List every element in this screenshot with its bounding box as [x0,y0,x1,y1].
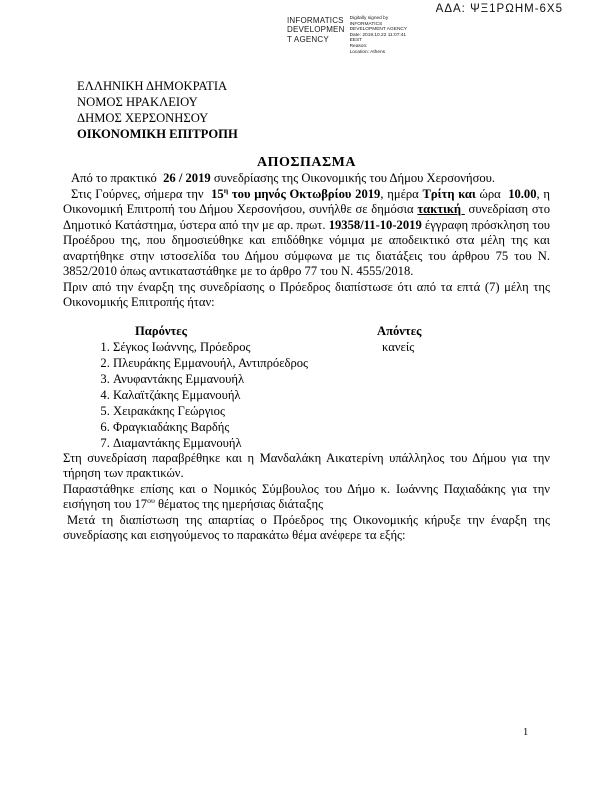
text-run: θέματος της ημερήσιας διάταξης [154,497,324,511]
page-number: 1 [523,727,529,738]
paragraph-secretary [63,451,550,482]
paragraph-session-opening [63,513,550,544]
present-member: 3. Ανυφαντάκης Εμμανουήλ [113,371,377,387]
present-column [63,323,377,451]
present-member: 1. Σέγκος Ιωάννης, Πρόεδρος [113,339,377,355]
absent-header: Απόντες [377,323,422,338]
stamp-signature-line: EEST [349,38,363,44]
present-member: 4. Καλαϊτζάκης Εμμανουήλ [113,387,377,403]
stamp-agency-name [287,16,345,44]
text-run: , η Οικονομική Επιτροπή του Δήμου Χερσονήσου, συνήλθε σε δημόσια [63,186,551,216]
stamp-agency-line: INFORMATICS [287,16,344,25]
text-run: η [223,185,229,195]
stamp-signature-line: Digitally signed by [349,16,389,21]
present-member: 7. Διαμαντάκης Εμμανουήλ [113,435,377,451]
letterhead-line: ΕΛΛΗΝΙΚΗ ΔΗΜΟΚΡΑΤΙΑ [77,79,228,93]
absent-value: κανείς [382,339,415,354]
letterhead [77,78,550,142]
stamp-signature-line: Date: 2019.10.22 11:07:41 [349,32,407,38]
text-run: ώρα [475,186,509,201]
document-body [63,78,550,544]
text-run: Παραστάθηκε επίσης και ο Νομικός Σύμβουλος του Δήμο κ. Ιωάννης Παχιαδάκης για την εισήγηση του 17 [63,481,550,511]
letterhead-line: ΔΗΜΟΣ ΧΕΡΣΟΝΗΣΟΥ [77,111,209,125]
text-run: συνεδρίασης της Οικονομικής του Δήμου Χερσονήσου. [210,171,496,185]
present-member: 6. Φραγκιαδάκης Βαρδής [113,419,377,435]
text-run: τακτική [417,202,465,216]
text-run: 26 / 2019 [163,171,211,185]
text-run: του μηνός Οκτωβρίου 2019 [228,186,381,201]
text-run: Στις Γούρνες, σήμερα την [71,186,212,201]
present-member: 5. Χειρακάκης Γεώργιος [113,403,377,419]
text-run: 19358/11-10-2019 [328,217,422,232]
text-run: Μετά τη διαπίστωση της απαρτίας ο Πρόεδρος της Οικονομικής κήρυξε την έναρξη της συνεδρίασης και εισηγούμενος το παρακάτω θέμα ανέφερε τα εξής: [63,512,550,542]
stamp-signature-line: DEVELOPMENT AGENCY [349,27,408,33]
paragraph-quorum-intro [63,280,550,311]
absent-column [377,323,550,451]
text-run: Τρίτη και [422,186,476,201]
stamp-agency-line: T AGENCY [287,34,329,44]
present-member: 2. Πλευράκης Εμμανουήλ, Αντιπρόεδρος [113,355,377,371]
text-run: , ημέρα [380,186,423,201]
letterhead-lines [77,78,550,126]
stamp-agency-line: DEVELOPMEN [287,25,345,35]
paragraph-legal-advisor [63,482,550,513]
text-run: 15 [211,186,224,201]
text-run: Πριν από την έναρξη της συνεδρίασης ο Πρόεδρος διαπίστωσε ότι από τα επτά (7) μέλη της Οικονομικής Επιτροπής ήταν: [63,279,550,309]
text-run: Από το πρακτικό [71,171,164,185]
text-run: Στη συνεδρίαση παραβρέθηκε και η Μανδαλάκη Αικατερίνη υπάλληλος του Δήμου για την τήρηση των πρακτικών. [63,450,550,480]
digital-signature-stamp [287,16,407,55]
document-title: ΑΠΟΣΠΑΣΜΑ [256,155,357,170]
paragraph-session-details [63,187,550,280]
text-run: έγγραφη πρόσκληση του Προέδρου της, που δημοσιεύθηκε και επιδόθηκε νόμιμα με αποδεικτικό στα μέλη της και αναρτήθηκε στην ιστοσελίδα του Δήμου σύμφωνα με τις διατάξεις του άρθρου 75 του Ν. 3852/2010 όπως αντικαταστάθηκε με το άρθρο 77 του Ν. 4555/2018. [63,217,550,278]
letterhead-committee: ΟΙΚΟΝΟΜΙΚΗ ΕΠΙΤΡΟΠΗ [77,127,238,141]
text-run: 10.00 [508,186,537,201]
stamp-signature-details [350,16,408,55]
text-run: ου [147,495,155,505]
present-list [63,339,377,451]
attendance-section [63,323,550,451]
stamp-signature-line: Reason: [349,43,368,49]
letterhead-line: ΝΟΜΟΣ ΗΡΑΚΛΕΙΟΥ [77,95,198,109]
ada-code: ΑΔΑ: ΨΞ1ΡΩΗΜ-6Χ5 [435,3,563,15]
text-run: συνεδρίαση στο Δημοτικό Κατάστημα, ύστερα από την με αρ. πρωτ. [63,202,551,232]
stamp-signature-line: Location: Athens [349,49,386,55]
paragraph-excerpt-intro [63,171,550,187]
stamp-signature-line: INFORMATICS [349,21,383,27]
present-header: Παρόντες [135,323,187,338]
